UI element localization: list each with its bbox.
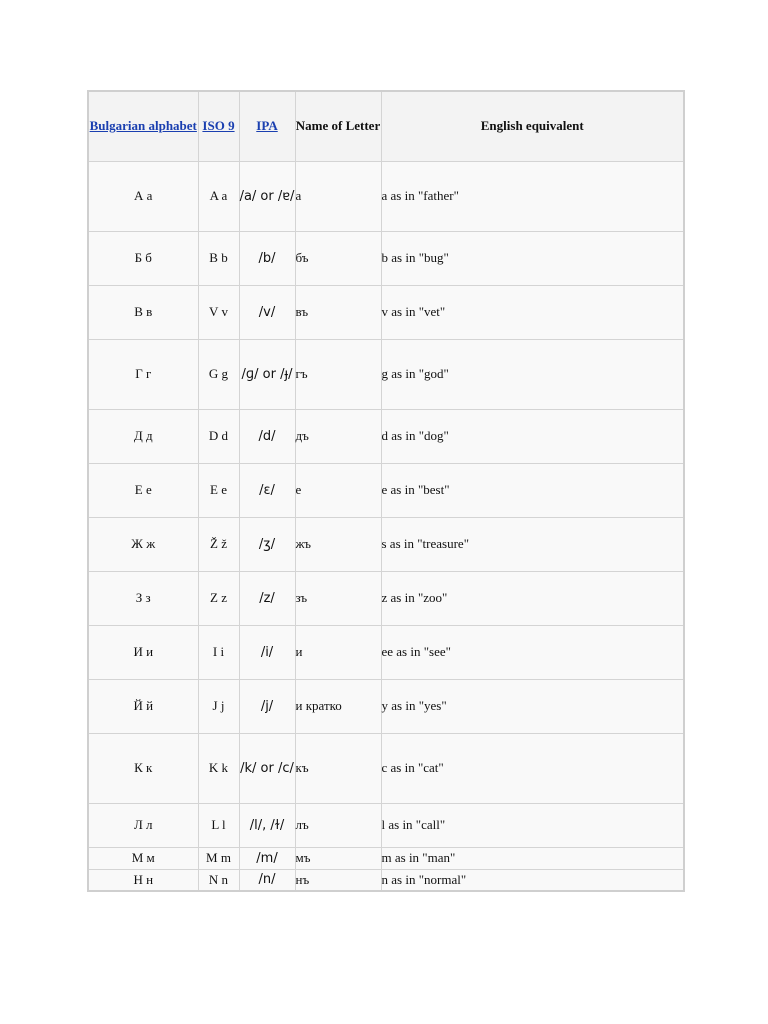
bulgarian-letter-cell: М м [88, 847, 198, 869]
ipa-cell: /l/, /ɫ/ [239, 803, 295, 847]
bulgarian-letter-cell: Н н [88, 869, 198, 891]
bulgarian-letter-cell: К к [88, 733, 198, 803]
table-row [88, 847, 684, 869]
english-equivalent-cell: v as in "vet" [381, 285, 684, 339]
table-row [88, 625, 684, 679]
english-equivalent-cell: n as in "normal" [381, 869, 684, 891]
iso9-cell: V v [198, 285, 239, 339]
table-row [88, 339, 684, 409]
table-row [88, 571, 684, 625]
iso9-cell: L l [198, 803, 239, 847]
ipa-cell: /a/ or /ɐ/ [239, 161, 295, 231]
table-row [88, 733, 684, 803]
bulgarian-letter-cell: Е е [88, 463, 198, 517]
english-equivalent-cell: d as in "dog" [381, 409, 684, 463]
ipa-cell: /z/ [239, 571, 295, 625]
letter-name-cell: и [295, 625, 381, 679]
ipa-link[interactable]: IPA [256, 118, 278, 134]
iso9-cell: M m [198, 847, 239, 869]
letter-name-cell: жъ [295, 517, 381, 571]
header-english-equivalent: English equivalent [381, 91, 684, 161]
bulgarian-letter-cell: Г г [88, 339, 198, 409]
ipa-cell: /ɡ/ or /ɟ/ [239, 339, 295, 409]
table-row [88, 869, 684, 891]
header-ipa[interactable] [239, 91, 295, 161]
ipa-cell: /n/ [239, 869, 295, 891]
table-row [88, 463, 684, 517]
bulgarian-letter-cell: И и [88, 625, 198, 679]
header-bulgarian-alphabet[interactable] [88, 91, 198, 161]
letter-name-cell: гъ [295, 339, 381, 409]
ipa-cell: /i/ [239, 625, 295, 679]
bulgarian-alphabet-table [87, 90, 685, 892]
table-row [88, 803, 684, 847]
iso9-cell: J j [198, 679, 239, 733]
iso9-cell: K k [198, 733, 239, 803]
letter-name-cell: лъ [295, 803, 381, 847]
iso9-cell: Z z [198, 571, 239, 625]
english-equivalent-cell: m as in "man" [381, 847, 684, 869]
iso9-cell: Ž ž [198, 517, 239, 571]
bulgarian-letter-cell: З з [88, 571, 198, 625]
english-equivalent-cell: s as in "treasure" [381, 517, 684, 571]
bulgarian-letter-cell: Б б [88, 231, 198, 285]
ipa-cell: /k/ or /c/ [239, 733, 295, 803]
ipa-cell: /b/ [239, 231, 295, 285]
english-equivalent-cell: z as in "zoo" [381, 571, 684, 625]
header-row [88, 91, 684, 161]
iso9-cell: E e [198, 463, 239, 517]
english-equivalent-cell: a as in "father" [381, 161, 684, 231]
bulgarian-letter-cell: А а [88, 161, 198, 231]
letter-name-cell: е [295, 463, 381, 517]
english-equivalent-cell: ee as in "see" [381, 625, 684, 679]
bulgarian-letter-cell: Д д [88, 409, 198, 463]
english-equivalent-cell: g as in "god" [381, 339, 684, 409]
english-equivalent-cell: l as in "call" [381, 803, 684, 847]
ipa-cell: /d/ [239, 409, 295, 463]
iso9-cell: D d [198, 409, 239, 463]
iso9-cell: A a [198, 161, 239, 231]
ipa-cell: /j/ [239, 679, 295, 733]
letter-name-cell: зъ [295, 571, 381, 625]
iso9-link[interactable]: ISO 9 [202, 118, 235, 134]
table-row [88, 231, 684, 285]
bulgarian-letter-cell: В в [88, 285, 198, 339]
iso9-cell: N n [198, 869, 239, 891]
english-equivalent-cell: c as in "cat" [381, 733, 684, 803]
bulgarian-letter-cell: Й й [88, 679, 198, 733]
bulgarian-alphabet-link[interactable]: Bulgarian alphabet [89, 118, 197, 134]
english-equivalent-cell: e as in "best" [381, 463, 684, 517]
english-equivalent-cell: b as in "bug" [381, 231, 684, 285]
letter-name-cell: къ [295, 733, 381, 803]
letter-name-cell: нъ [295, 869, 381, 891]
table-row [88, 161, 684, 231]
table-row [88, 679, 684, 733]
iso9-cell: I i [198, 625, 239, 679]
ipa-cell: /m/ [239, 847, 295, 869]
ipa-cell: /ʒ/ [239, 517, 295, 571]
bulgarian-letter-cell: Ж ж [88, 517, 198, 571]
table-row [88, 285, 684, 339]
bulgarian-letter-cell: Л л [88, 803, 198, 847]
header-name-of-letter: Name of Letter [295, 91, 381, 161]
english-equivalent-cell: y as in "yes" [381, 679, 684, 733]
ipa-cell: /ɛ/ [239, 463, 295, 517]
letter-name-cell: въ [295, 285, 381, 339]
iso9-cell: G g [198, 339, 239, 409]
letter-name-cell: дъ [295, 409, 381, 463]
letter-name-cell: бъ [295, 231, 381, 285]
iso9-cell: B b [198, 231, 239, 285]
table-row [88, 409, 684, 463]
letter-name-cell: а [295, 161, 381, 231]
table-row [88, 517, 684, 571]
header-iso9[interactable] [198, 91, 239, 161]
ipa-cell: /v/ [239, 285, 295, 339]
letter-name-cell: мъ [295, 847, 381, 869]
letter-name-cell: и кратко [295, 679, 381, 733]
